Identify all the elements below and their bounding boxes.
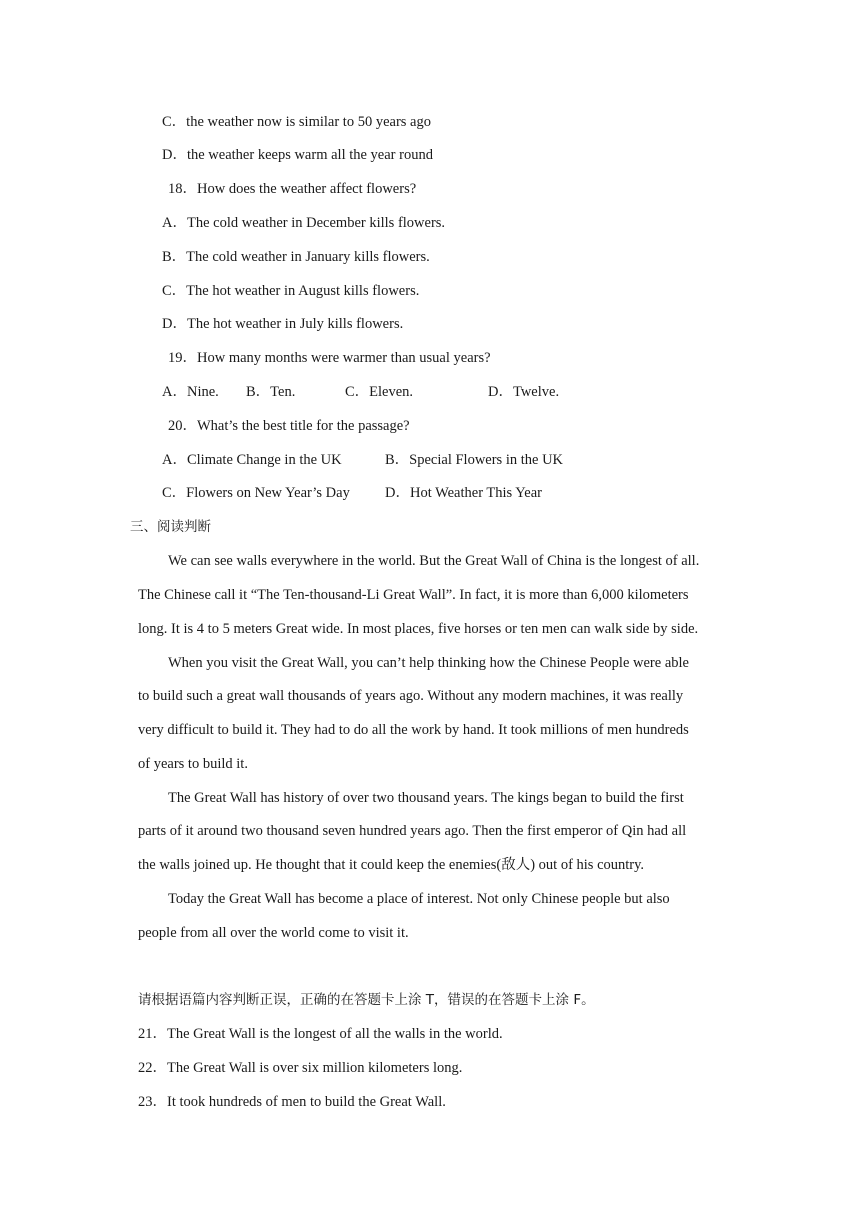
q20-option-a: A．Climate Change in the UK (162, 452, 342, 468)
q19-stem: 19．How many months were warmer than usual years? (168, 350, 491, 366)
q18-option-a: A．The cold weather in December kills flowers. (162, 215, 446, 231)
q17-option-d: D．the weather keeps warm all the year round (162, 147, 433, 163)
passage-p1-line3: long. It is 4 to 5 meters Great wide. In most places, five horses or ten men can walk side by side. (138, 621, 699, 637)
passage-p3-line2: parts of it around two thousand seven hundred years ago. Then the first emperor of Qin had all (138, 823, 687, 839)
q18-stem: 18．How does the weather affect flowers? (168, 181, 417, 197)
passage-p3-line3: the walls joined up. He thought that it could keep the enemies(敌人) out of his country. (138, 857, 645, 873)
q18-option-d: D．The hot weather in July kills flowers. (162, 316, 404, 332)
q19-option-c: C．Eleven. (345, 384, 414, 400)
passage-p2-line2: to build such a great wall thousands of years ago. Without any modern machines, it was really (138, 688, 684, 704)
passage-p2-line1: When you visit the Great Wall, you can’t help thinking how the Chinese People were able (168, 655, 689, 671)
judgement-instruction: 请根据语篇内容判断正误，正确的在答题卡上涂 T，错误的在答题卡上涂 F。 (138, 992, 595, 1008)
statement-21: 21．The Great Wall is the longest of all the walls in the world. (138, 1026, 503, 1042)
passage-p4-line1: Today the Great Wall has become a place of interest. Not only Chinese people but also (168, 891, 670, 907)
q20-option-c: C．Flowers on New Year’s Day (162, 485, 350, 501)
passage-p2-line3: very difficult to build it. They had to do all the work by hand. It took millions of men hundreds (138, 722, 689, 738)
q20-option-b: B．Special Flowers in the UK (385, 452, 564, 468)
q19-option-a: A．Nine. (162, 384, 219, 400)
passage-p4-line2: people from all over the world come to visit it. (138, 925, 409, 941)
q19-option-b: B．Ten. (246, 384, 296, 400)
q19-option-d: D．Twelve. (488, 384, 560, 400)
q20-stem: 20．What’s the best title for the passage? (168, 418, 410, 434)
passage-p1-line1: We can see walls everywhere in the world. But the Great Wall of China is the longest of all. (168, 553, 700, 569)
statement-22: 22．The Great Wall is over six million kilometers long. (138, 1060, 463, 1076)
statement-23: 23．It took hundreds of men to build the Great Wall. (138, 1094, 446, 1110)
passage-p1-line2: The Chinese call it “The Ten-thousand-Li Great Wall”. In fact, it is more than 6,000 kilometers (138, 587, 689, 603)
q17-option-c: C．the weather now is similar to 50 years ago (162, 114, 431, 130)
passage-p2-line4: of years to build it. (138, 756, 248, 772)
section-heading: 三、阅读判断 (130, 519, 211, 535)
passage-p3-line1: The Great Wall has history of over two thousand years. The kings began to build the first (168, 790, 684, 806)
q20-option-d: D．Hot Weather This Year (385, 485, 542, 501)
q18-option-b: B．The cold weather in January kills flowers. (162, 249, 430, 265)
q18-option-c: C．The hot weather in August kills flowers. (162, 283, 420, 299)
